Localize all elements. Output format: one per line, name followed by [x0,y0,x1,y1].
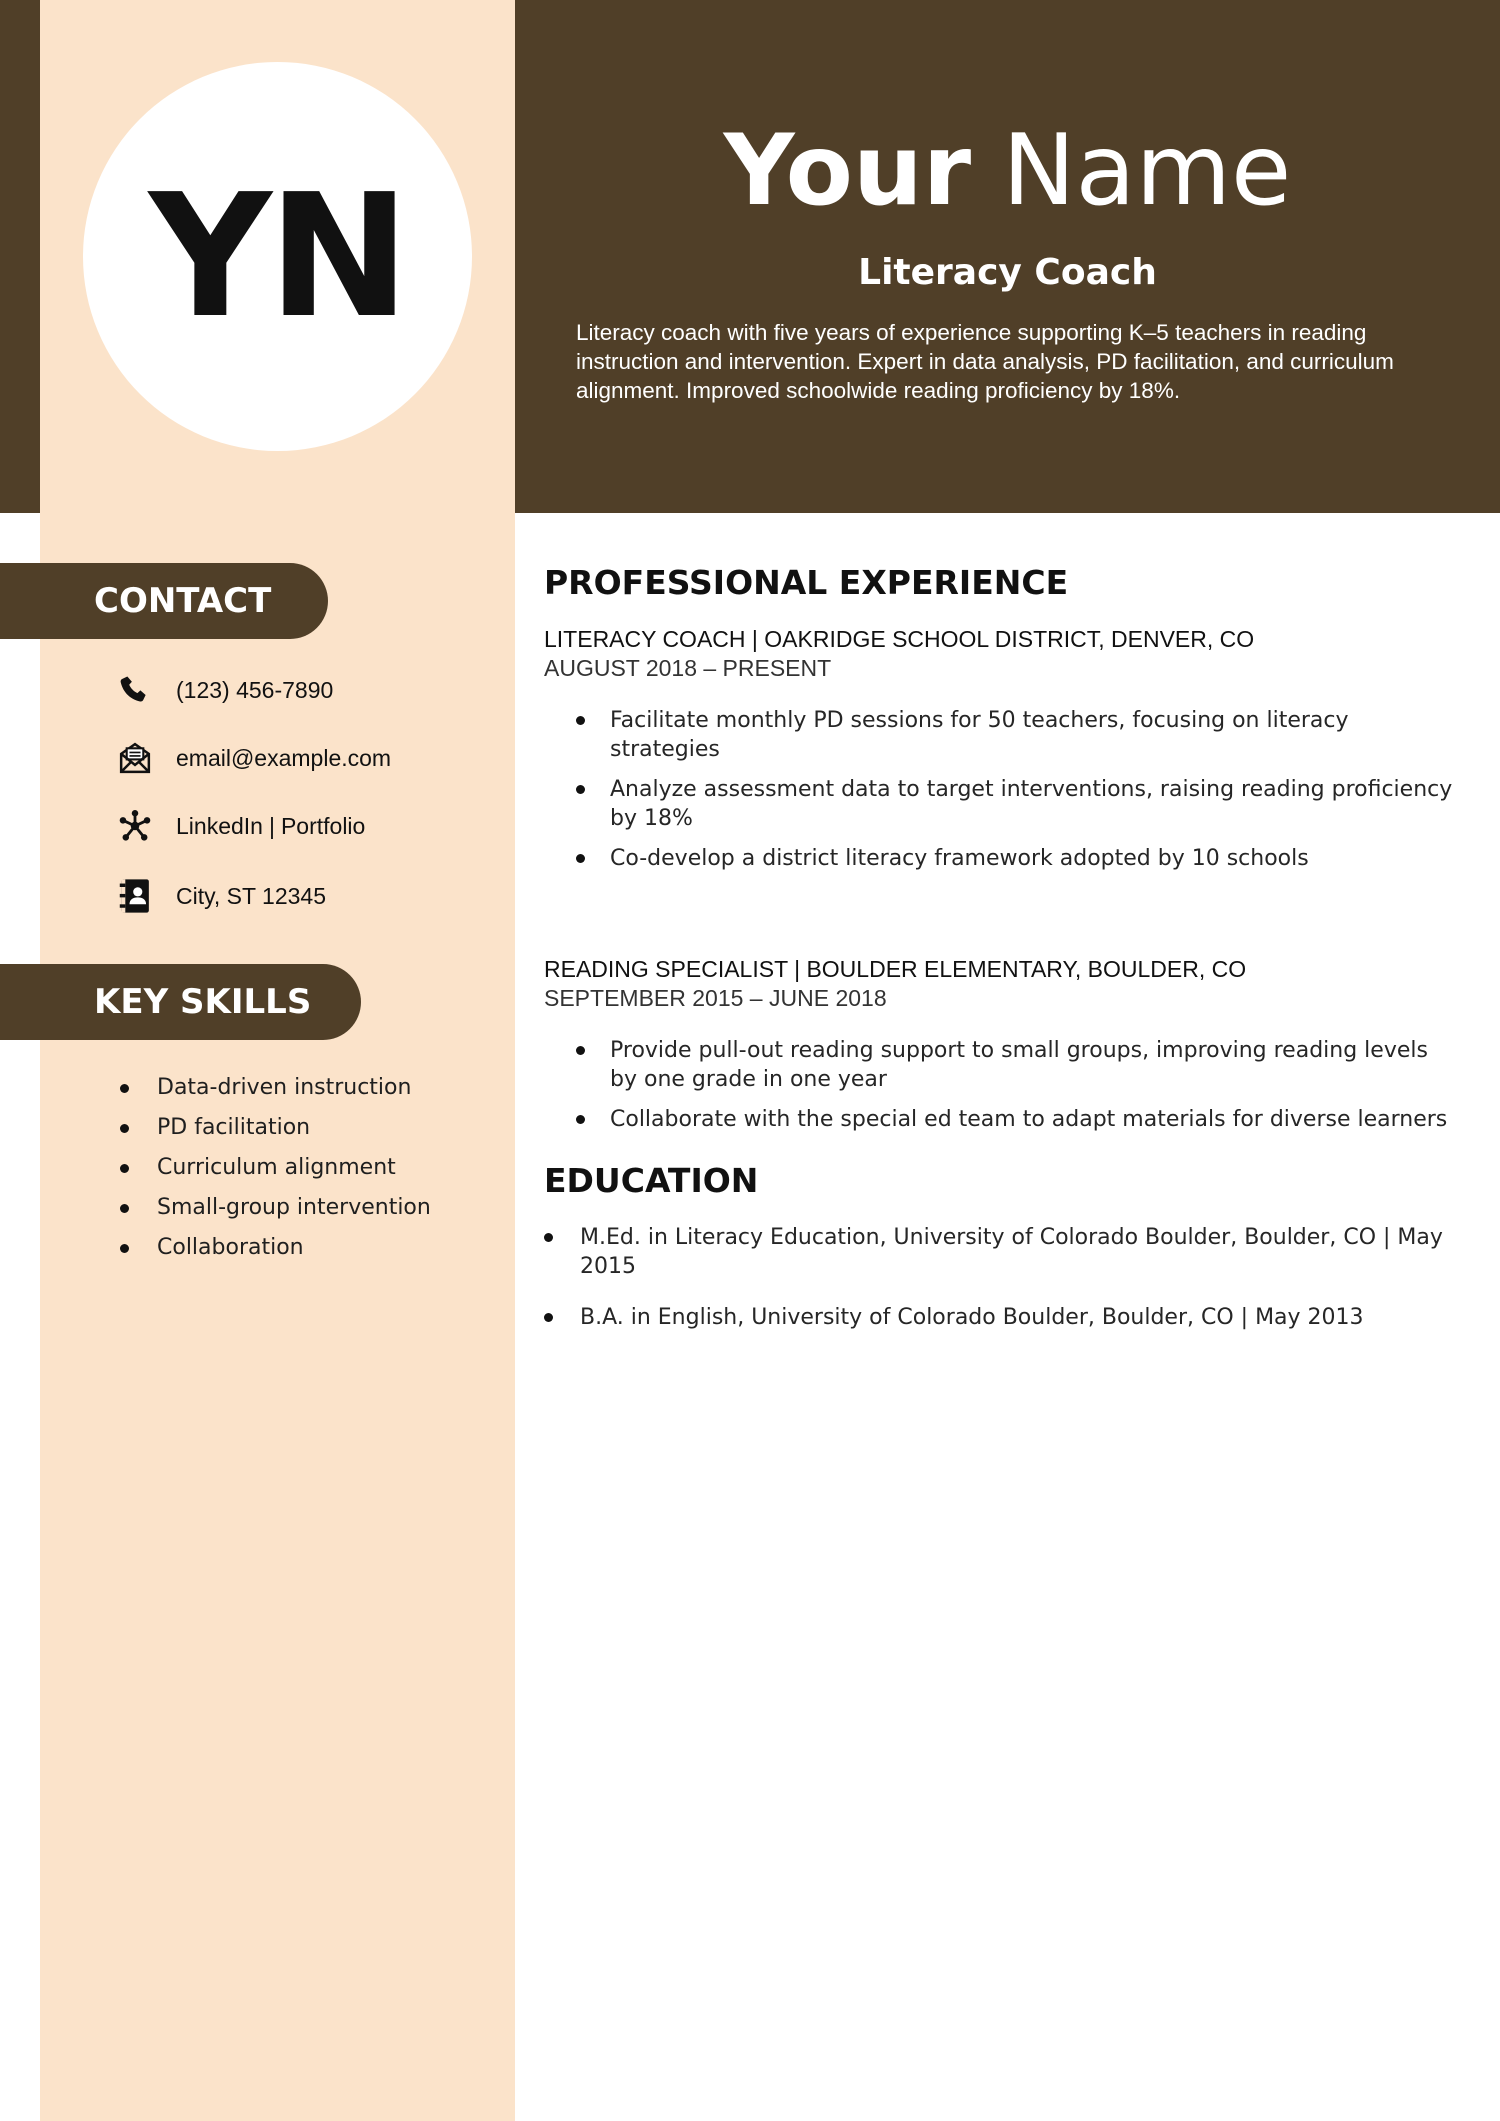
list-item: M.Ed. in Literacy Education, University of Colorado Boulder, Boulder, CO | May 2015 [544,1223,1449,1281]
job-2-dates: SEPTEMBER 2015 – JUNE 2018 [544,985,887,1011]
monogram-initials: YN [148,157,407,356]
job-1-dates: AUGUST 2018 – PRESENT [544,655,832,681]
list-item: Data-driven instruction [120,1068,431,1108]
contact-email [115,738,391,778]
phone-icon [115,670,155,710]
skills-heading [0,964,361,1040]
education-list [544,1223,1449,1354]
header-band-left [0,0,40,513]
address-book-icon [115,876,155,916]
email-text: email@example.com [176,744,392,771]
skills-list [120,1068,431,1268]
contact-heading [0,563,328,639]
list-item: PD facilitation [120,1108,431,1148]
network-icon [115,806,155,846]
resume-name [515,114,1500,228]
phone-text: (123) 456-7890 [176,676,334,703]
link-separator: | [268,812,275,839]
contact-address [115,876,326,916]
list-item: Collaborate with the special ed team to adapt materials for diverse learners [576,1105,1456,1134]
contact-heading-label: CONTACT [94,581,272,621]
skills-heading-label: KEY SKILLS [94,982,312,1022]
monogram-circle [83,62,472,451]
list-item: B.A. in English, University of Colorado Boulder, Boulder, CO | May 2013 [544,1303,1449,1332]
list-item: Collaboration [120,1228,431,1268]
contact-links [115,806,365,846]
list-item: Provide pull-out reading support to small groups, improving reading levels by one grade in one year [576,1036,1456,1094]
list-item: Co-develop a district literacy framework adopted by 10 schools [576,844,1456,873]
list-item: Analyze assessment data to target interventions, raising reading proficiency by 18% [576,775,1456,833]
name-last: Name [1002,114,1292,228]
list-item: Facilitate monthly PD sessions for 50 teachers, focusing on literacy strategies [576,706,1456,764]
profile-summary: Literacy coach with five years of experience supporting K–5 teachers in reading instruction and intervention. Expert in data analysis, PD facilitation, and curriculum alignment. Improved schoolwide reading proficiency by 18%. [576,320,1394,403]
name-first: Your [723,114,972,228]
contact-phone [115,670,333,710]
job-title: Literacy Coach [858,252,1157,293]
list-item: Curriculum alignment [120,1148,431,1188]
experience-heading: PROFESSIONAL EXPERIENCE [544,563,1069,602]
address-text: City, ST 12345 [176,882,327,909]
job-2-bullets [576,1036,1456,1145]
education-heading: EDUCATION [544,1161,759,1200]
linkedin-link[interactable]: LinkedIn [176,812,263,839]
job-1-heading: LITERACY COACH | OAKRIDGE SCHOOL DISTRICT, DENVER, CO [544,626,1255,652]
job-2-heading: READING SPECIALIST | BOULDER ELEMENTARY, BOULDER, CO [544,956,1247,982]
list-item: Small-group intervention [120,1188,431,1228]
portfolio-link[interactable]: Portfolio [280,812,366,839]
envelope-icon [115,738,155,778]
job-1-bullets [576,706,1456,884]
